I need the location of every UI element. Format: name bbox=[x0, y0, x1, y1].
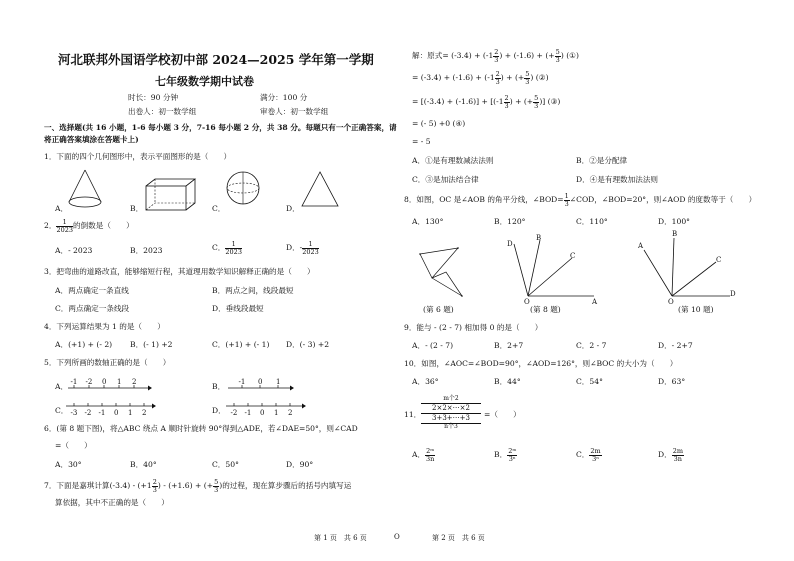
number-line-label: -1 bbox=[98, 409, 106, 417]
q7-frac-2: $\frac{5}{3}$ bbox=[214, 478, 219, 494]
q3-option-b[interactable]: B．两点之间，线段最短 bbox=[212, 286, 294, 295]
question-1-stem: 1．下面的四个几何图形中，表示平面图形的是（ ） bbox=[44, 152, 232, 161]
q11-b-num: 2ᵐ bbox=[508, 447, 517, 455]
exam-reviewer: 审卷人：初一数学组 bbox=[260, 107, 329, 116]
q4-option-d[interactable]: D．(- 3) +2 bbox=[286, 340, 330, 349]
q9-option-b[interactable]: B．2+7 bbox=[494, 341, 524, 350]
fig8-label-d: D bbox=[507, 240, 513, 248]
figure-8-caption: (第 8 题) bbox=[530, 305, 561, 314]
q5-option-a[interactable]: A． bbox=[55, 382, 69, 391]
section-heading-line2: 将正确答案填涂在答题卡上) bbox=[44, 135, 139, 144]
q2-option-c[interactable] bbox=[212, 241, 242, 255]
sol-l3-frac-2: $\frac{5}{3}$ bbox=[534, 94, 539, 110]
sol-l2b: ) + (+ bbox=[500, 73, 525, 82]
cone-figure bbox=[65, 168, 105, 216]
question-7-stem-line2: 算依据，其中不正确的是（ ） bbox=[55, 498, 169, 507]
q10-option-b[interactable]: B．44° bbox=[494, 377, 521, 386]
number-line-label: -2 bbox=[84, 409, 92, 417]
q2-frac-den: 2023 bbox=[56, 225, 73, 234]
footer-right-page-number: 第 2 页 共 6 页 bbox=[432, 534, 485, 542]
number-line-b bbox=[228, 372, 294, 394]
sol-l2: = (-3.4) + (-1.6) + (-1 bbox=[412, 73, 495, 82]
q10-option-a[interactable]: A．36° bbox=[412, 377, 439, 386]
q9-option-a[interactable]: A．- (2 - 7) bbox=[412, 341, 454, 350]
q7-prefix: 7．下面是嘉琪计算 bbox=[44, 481, 110, 490]
solution-line-5: = - 5 bbox=[412, 137, 431, 146]
question-5-stem: 5．下列所画的数轴正确的是（ ） bbox=[44, 358, 171, 367]
fig10-label-b: B bbox=[672, 230, 678, 238]
q11-a-den: 3n bbox=[425, 454, 435, 463]
q2-frac-num: 1 bbox=[56, 219, 73, 227]
q2-option-c-frac bbox=[225, 241, 242, 255]
sol-l3: = [(-3.4) + (-1.6)] + [(-1 bbox=[412, 97, 504, 106]
exam-score: 满分：100 分 bbox=[260, 93, 308, 102]
q7-expression: (-3.4) - (+1 bbox=[109, 481, 152, 490]
number-line-label: 0 bbox=[114, 409, 119, 417]
q2-option-b[interactable]: B．2023 bbox=[130, 246, 163, 255]
q7-frac-1: $\frac{2}{3}$ bbox=[152, 478, 157, 494]
q11-option-c[interactable] bbox=[576, 448, 602, 462]
q7-option-a[interactable]: A．①是有理数减法法则 bbox=[412, 156, 494, 165]
q8-stem-part1: 8．如图，OC 是∠AOB 的角平分线，∠BOD= bbox=[404, 195, 564, 204]
q11-a-num: 2ᵐ bbox=[426, 447, 435, 455]
figure-6-caption: (第 6 题) bbox=[423, 305, 454, 314]
q4-option-c[interactable]: C．(+1) + (- 1) bbox=[212, 340, 270, 349]
number-line-label: 0 bbox=[260, 409, 265, 417]
q5-option-d[interactable]: D． bbox=[212, 406, 226, 415]
q2-option-a[interactable]: A．- 2023 bbox=[55, 246, 93, 255]
q11-option-d[interactable] bbox=[658, 448, 684, 462]
number-line-label: 1 bbox=[117, 378, 122, 386]
number-line-label: 1 bbox=[274, 409, 279, 417]
number-line-label: -3 bbox=[70, 409, 78, 417]
q2-option-c-label: C． bbox=[212, 243, 226, 252]
figure-10-caption: (第 10 题) bbox=[678, 305, 714, 314]
number-line-label: 2 bbox=[142, 409, 147, 417]
sol-l1c: ) (①) bbox=[560, 51, 579, 60]
question-6-stem-line2: =（ ） bbox=[55, 441, 92, 450]
section-heading: 一、选择题(共 16 小题，1-6 每小题 3 分，7-16 每小题 2 分，共 38 分。每题只有一个正确答案，请 bbox=[44, 123, 397, 132]
figure-6-triangles bbox=[410, 244, 470, 302]
question-9-stem: 9．能与 - (2 - 7) 相加得 0 的是（ ） bbox=[404, 323, 543, 332]
sol-l3c: )] (③) bbox=[539, 97, 561, 106]
q11-b-den: 3ⁿ bbox=[508, 454, 516, 463]
q11-top-brace: m个2 bbox=[443, 395, 459, 402]
q1-option-d[interactable]: D． bbox=[286, 204, 300, 213]
page-title: 河北联邦外国语学校初中部 2024—2025 学年第一学期 bbox=[58, 52, 374, 67]
sol-l3b: ) + (+ bbox=[509, 97, 534, 106]
q11-c-label: C． bbox=[576, 450, 590, 459]
q7-option-b[interactable]: B．②是分配律 bbox=[576, 156, 628, 165]
fig8-label-a: A bbox=[592, 298, 598, 306]
q11-bottom-brace: n个3 bbox=[444, 422, 458, 430]
q1-option-a[interactable]: A． bbox=[55, 204, 69, 213]
q7-option-d[interactable]: D．④是有理数加法法则 bbox=[576, 175, 659, 184]
sol-l3-frac-1: $\frac{2}{3}$ bbox=[504, 94, 509, 110]
q2-fraction bbox=[56, 219, 73, 233]
number-line-c bbox=[66, 400, 156, 420]
figure-10-angles bbox=[636, 230, 740, 306]
q11-d-num: 2m bbox=[672, 447, 683, 455]
q11-c-den: 3ⁿ bbox=[592, 454, 600, 463]
q8-option-c[interactable]: C．110° bbox=[576, 217, 608, 226]
question-11-suffix: =（ ） bbox=[484, 410, 521, 419]
question-3-stem: 3．把弯曲的道路改直，能够缩短行程，其道理用数学知识解释正确的是（ ） bbox=[44, 267, 315, 276]
q2-d-num: 1 bbox=[302, 241, 319, 249]
sol-l1-frac-2: $\frac{5}{3}$ bbox=[555, 48, 560, 64]
number-line-label: 0 bbox=[102, 378, 107, 386]
q7-suffix: 的过程，现在算步骤后的括号内填写运 bbox=[222, 481, 352, 490]
cuboid-figure bbox=[145, 178, 197, 214]
question-11-prefix: 11． bbox=[404, 410, 422, 419]
number-line-label: -2 bbox=[230, 409, 238, 417]
q6-option-a[interactable]: A．30° bbox=[55, 460, 82, 469]
sphere-figure bbox=[225, 168, 261, 208]
q2-c-num: 1 bbox=[225, 241, 242, 249]
number-line-label: 2 bbox=[288, 409, 293, 417]
number-line-label: 2 bbox=[132, 378, 137, 386]
q11-a-label: A． bbox=[412, 450, 426, 459]
q11-b-frac bbox=[507, 448, 517, 462]
q1-option-b[interactable]: B． bbox=[130, 204, 144, 213]
q2-c-den: 2023 bbox=[225, 247, 242, 256]
q6-option-b[interactable]: B．40° bbox=[130, 460, 157, 469]
q11-b-label: B． bbox=[494, 450, 508, 459]
fig8-label-o: O bbox=[524, 298, 530, 306]
sol-l2c: ) (②) bbox=[530, 73, 549, 82]
number-line-label: -1 bbox=[238, 378, 246, 386]
question-7-stem: 7．下面是嘉琪计算(-3.4) - (+1 $\frac{2}{3}$ ) - (+1.6) + (+ $\frac{5}{3}$ )的过程，现在算步骤后的括号内填写运 bbox=[44, 478, 352, 494]
q8-stem-part2: ∠COD，∠BOD=20°，则∠AOD 的度数等于（ ） bbox=[569, 195, 757, 204]
question-4-stem: 4．下列运算结果为 1 的是（ ） bbox=[44, 322, 165, 331]
footer-center-marker: O bbox=[394, 533, 400, 541]
q2-option-d-label: D．- bbox=[286, 243, 303, 252]
number-line-label: -2 bbox=[85, 378, 93, 386]
number-line-label: 1 bbox=[276, 378, 281, 386]
q5-option-c[interactable]: C． bbox=[55, 406, 69, 415]
sol-l1-frac-1: $\frac{2}{3}$ bbox=[494, 48, 499, 64]
q8-frac: $\frac{1}{3}$ bbox=[564, 192, 569, 208]
figure-8-angles bbox=[506, 234, 602, 306]
solution-line-2 bbox=[412, 71, 549, 85]
question-10-stem: 10．如图，∠AOC=∠BOD=90°，∠AOD=126°，则∠BOC 的大小为（ ） bbox=[404, 359, 678, 368]
number-line-label: -1 bbox=[70, 378, 78, 386]
q4-option-b[interactable]: B．(- 1) +2 bbox=[130, 340, 173, 349]
q8-option-a[interactable]: A．130° bbox=[412, 217, 444, 226]
q11-d-label: D． bbox=[658, 450, 672, 459]
q2-option-d-frac bbox=[302, 241, 319, 255]
question-8-stem bbox=[404, 193, 756, 207]
sol-l2-frac-2: $\frac{5}{3}$ bbox=[525, 70, 530, 86]
q3-option-a[interactable]: A．两点确定一条直线 bbox=[55, 286, 129, 295]
q3-option-c[interactable]: C．两点确定一条线段 bbox=[55, 304, 130, 313]
q11-d-frac bbox=[672, 448, 684, 462]
q11-c-frac bbox=[589, 448, 601, 462]
sol-l1: 解：原式= (-3.4) + (-1 bbox=[412, 51, 494, 60]
number-line-label: 0 bbox=[258, 378, 263, 386]
solution-line-4: = (- 5) +0 (④) bbox=[412, 119, 466, 128]
q6-option-c[interactable]: C．50° bbox=[212, 460, 239, 469]
q5-option-b[interactable]: B． bbox=[212, 382, 226, 391]
q2-d-den: 2023 bbox=[302, 247, 319, 256]
triangle-figure bbox=[300, 170, 340, 210]
q7-option-c[interactable]: C．③是加法结合律 bbox=[412, 175, 479, 184]
q1-option-c[interactable]: C． bbox=[212, 204, 226, 213]
fig8-label-b: B bbox=[536, 234, 542, 242]
fig8-label-c: C bbox=[570, 252, 576, 260]
fig10-label-c: C bbox=[716, 256, 722, 264]
question-11-expression bbox=[421, 396, 481, 431]
q11-option-a[interactable] bbox=[412, 448, 435, 462]
q11-option-b[interactable] bbox=[494, 448, 517, 462]
question-6-stem: 6．(第 8 题下图)，将△ABC 绕点 A 顺时针旋转 90°得到△ADE，若∠DAE=50°，则∠CAD bbox=[44, 424, 358, 433]
q11-d-den: 3n bbox=[673, 454, 682, 463]
exam-time: 时长：90 分钟 bbox=[128, 93, 179, 102]
footer-left-page-number: 第 1 页 共 6 页 bbox=[314, 534, 367, 542]
solution-line-3 bbox=[412, 95, 560, 109]
q6-option-d[interactable]: D．90° bbox=[286, 460, 314, 469]
sol-l2-frac-1: $\frac{2}{3}$ bbox=[495, 70, 500, 86]
solution-line-1 bbox=[412, 49, 579, 63]
q11-c-num: 2m bbox=[590, 447, 601, 455]
fig10-label-a: A bbox=[638, 242, 644, 250]
fig10-label-d: D bbox=[730, 290, 736, 298]
q11-denominator: 3+3+⋯+3 bbox=[421, 414, 481, 424]
number-line-a bbox=[68, 374, 152, 394]
q11-a-frac bbox=[425, 448, 435, 462]
q4-option-a[interactable]: A．(+1) + (- 2) bbox=[55, 340, 113, 349]
q2-prefix: 2． bbox=[44, 221, 57, 230]
q8-option-d[interactable]: D．100° bbox=[658, 217, 690, 226]
q8-option-b[interactable]: B．120° bbox=[494, 217, 526, 226]
sol-l1b: ) + (-1.6) + (+ bbox=[499, 51, 555, 60]
q9-option-d[interactable]: D．- 2+7 bbox=[658, 341, 693, 350]
page-subtitle: 七年级数学期中试卷 bbox=[155, 75, 254, 88]
q2-suffix: 的倒数是（ ） bbox=[72, 221, 134, 230]
exam-author: 出卷人：初一数学组 bbox=[128, 107, 197, 116]
number-line-d bbox=[226, 400, 306, 420]
q2-option-d[interactable] bbox=[286, 241, 319, 255]
question-2-stem bbox=[44, 219, 134, 233]
fig10-label-o: O bbox=[668, 298, 674, 306]
q3-option-d[interactable]: D．垂线段最短 bbox=[212, 304, 264, 313]
q9-option-c[interactable]: C．2 - 7 bbox=[576, 341, 607, 350]
q10-option-d[interactable]: D．63° bbox=[658, 377, 686, 386]
number-line-label: -1 bbox=[244, 409, 252, 417]
q10-option-c[interactable]: C．54° bbox=[576, 377, 603, 386]
q11-numerator: 2×2×⋯×2 bbox=[421, 403, 481, 415]
number-line-label: 1 bbox=[128, 409, 133, 417]
